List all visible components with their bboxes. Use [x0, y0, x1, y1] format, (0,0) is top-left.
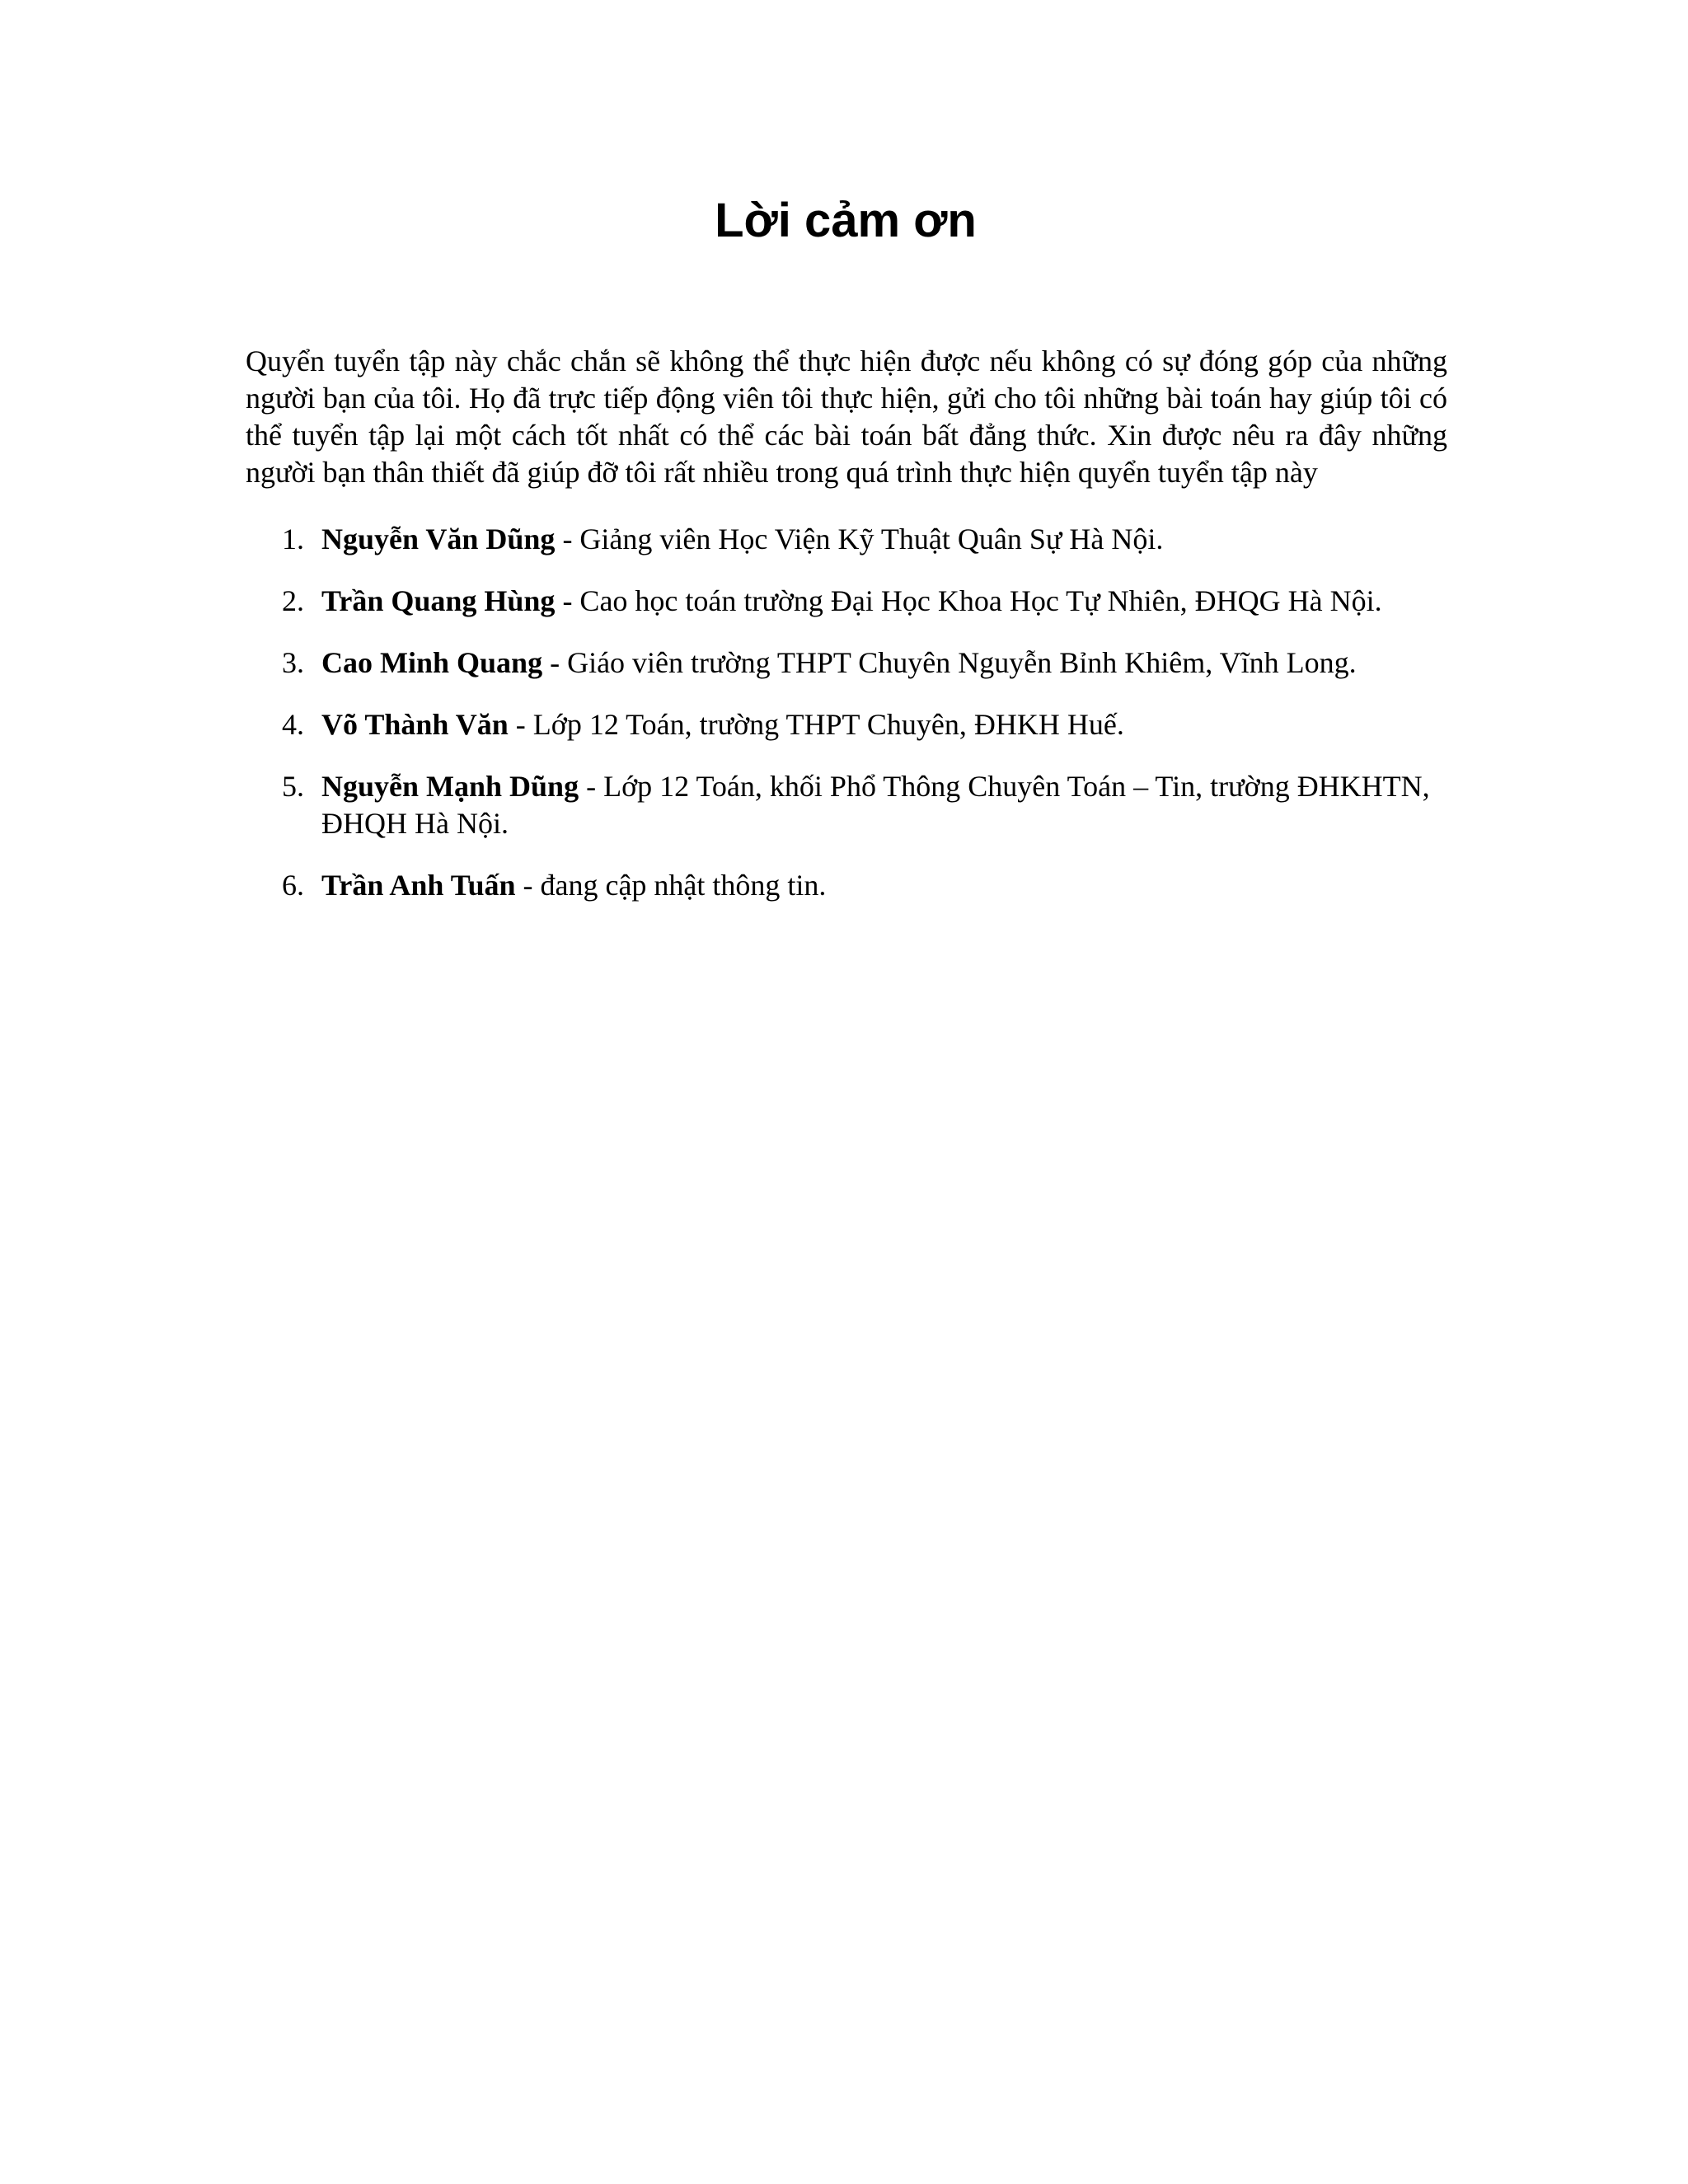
person-name: Trần Anh Tuấn — [321, 869, 516, 902]
list-item-number: 3. — [282, 646, 304, 679]
person-description: - Giảng viên Học Viện Kỹ Thuật Quân Sự Hà Nội. — [555, 523, 1164, 555]
person-name: Cao Minh Quang — [321, 646, 543, 679]
list-item-number: 1. — [282, 523, 304, 555]
person-description: - Lớp 12 Toán, trường THPT Chuyên, ĐHKH Huế. — [508, 708, 1124, 741]
list-item-number: 4. — [282, 708, 304, 741]
intro-paragraph: Quyển tuyển tập này chắc chắn sẽ không thể thực hiện được nếu không có sự đóng góp của những người bạn của tôi. Họ đã trực tiếp động viên tôi thực hiện, gửi cho tôi những bài toán hay giúp tôi có thể tuyển tập lại một cách tốt nhất có thể các bài toán bất đẳng thức. Xin được nêu ra đây những người bạn thân thiết đã giúp đỡ tôi rất nhiều trong quá trình thực hiện quyển tuyển tập này — [246, 344, 1447, 489]
page-title: Lời cảm ơn — [715, 194, 977, 247]
list-item — [246, 706, 1447, 743]
list-item-number: 2. — [282, 584, 304, 617]
person-description: - Cao học toán trường Đại Học Khoa Học Tự Nhiên, ĐHQG Hà Nội. — [555, 584, 1382, 617]
person-description: - đang cập nhật thông tin. — [515, 869, 827, 902]
acknowledgement-list — [246, 521, 1447, 929]
person-name: Trần Quang Hùng — [321, 584, 556, 617]
list-item — [246, 583, 1447, 620]
person-description: - Giáo viên trường THPT Chuyên Nguyễn Bỉnh Khiêm, Vĩnh Long. — [542, 646, 1357, 679]
list-item — [246, 768, 1447, 842]
list-item-number: 6. — [282, 869, 304, 902]
person-name: Võ Thành Văn — [321, 708, 509, 741]
person-name: Nguyễn Mạnh Dũng — [321, 770, 579, 803]
list-item — [246, 644, 1447, 682]
list-item — [246, 867, 1447, 904]
person-description: - Lớp 12 Toán, khối Phổ Thông Chuyên Toán – Tin, trường ĐHKHTN, ĐHQH Hà Nội. — [321, 770, 1430, 840]
list-item — [246, 521, 1447, 558]
list-item-number: 5. — [282, 770, 304, 803]
person-name: Nguyễn Văn Dũng — [321, 523, 556, 555]
